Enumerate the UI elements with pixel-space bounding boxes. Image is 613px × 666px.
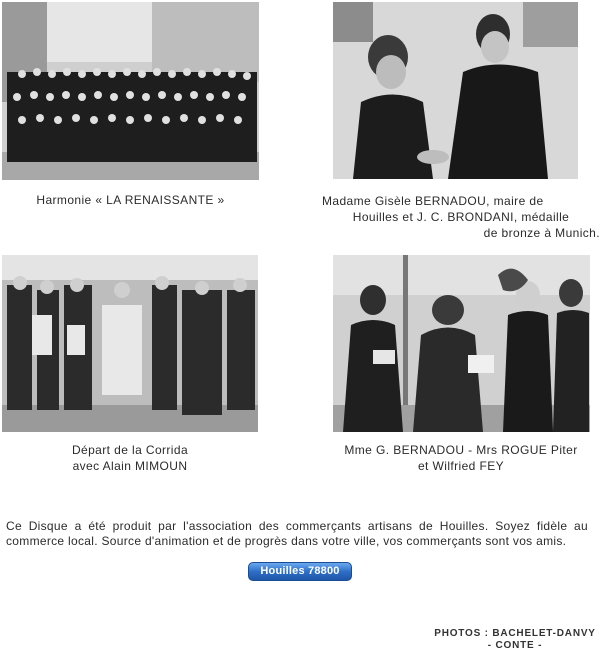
caption-medal <box>322 193 600 241</box>
caption-harmonie <box>2 192 259 208</box>
credits-line: PHOTOS : BACHELET-DANVY <box>434 628 596 639</box>
caption-line: et Wilfried FEY <box>417 459 504 473</box>
caption-line: Houilles et J. C. BRONDANI, médaille <box>352 210 570 224</box>
caption-line: Départ de la Corrida <box>71 443 189 457</box>
caption-corrida <box>2 442 258 474</box>
caption-speech <box>326 442 596 474</box>
photo-harmonie-group <box>2 2 259 180</box>
caption-line: avec Alain MIMOUN <box>72 459 188 473</box>
location-badge[interactable]: Houilles 78800 <box>248 562 352 581</box>
photo-corrida-start <box>2 255 258 432</box>
credits-line: - CONTE - <box>487 640 543 651</box>
association-message: Ce Disque a été produit par l'association des commerçants artisans de Houilles. Soyez fidèle au commerce local. Source d'animation et de progrès dans votre ville, vos commerçants sont vos amis. <box>6 519 588 548</box>
caption-line: Mme G. BERNADOU - Mrs ROGUE Piter <box>344 443 578 457</box>
caption-line: Madame Gisèle BERNADOU, maire de <box>322 194 544 208</box>
photo-medal-presentation <box>333 2 578 179</box>
photo-bernadou-speech <box>333 255 590 432</box>
caption-line: Harmonie « LA RENAISSANTE » <box>36 193 225 207</box>
photo-credits <box>420 628 610 652</box>
caption-line: de bronze à Munich. <box>483 226 600 240</box>
